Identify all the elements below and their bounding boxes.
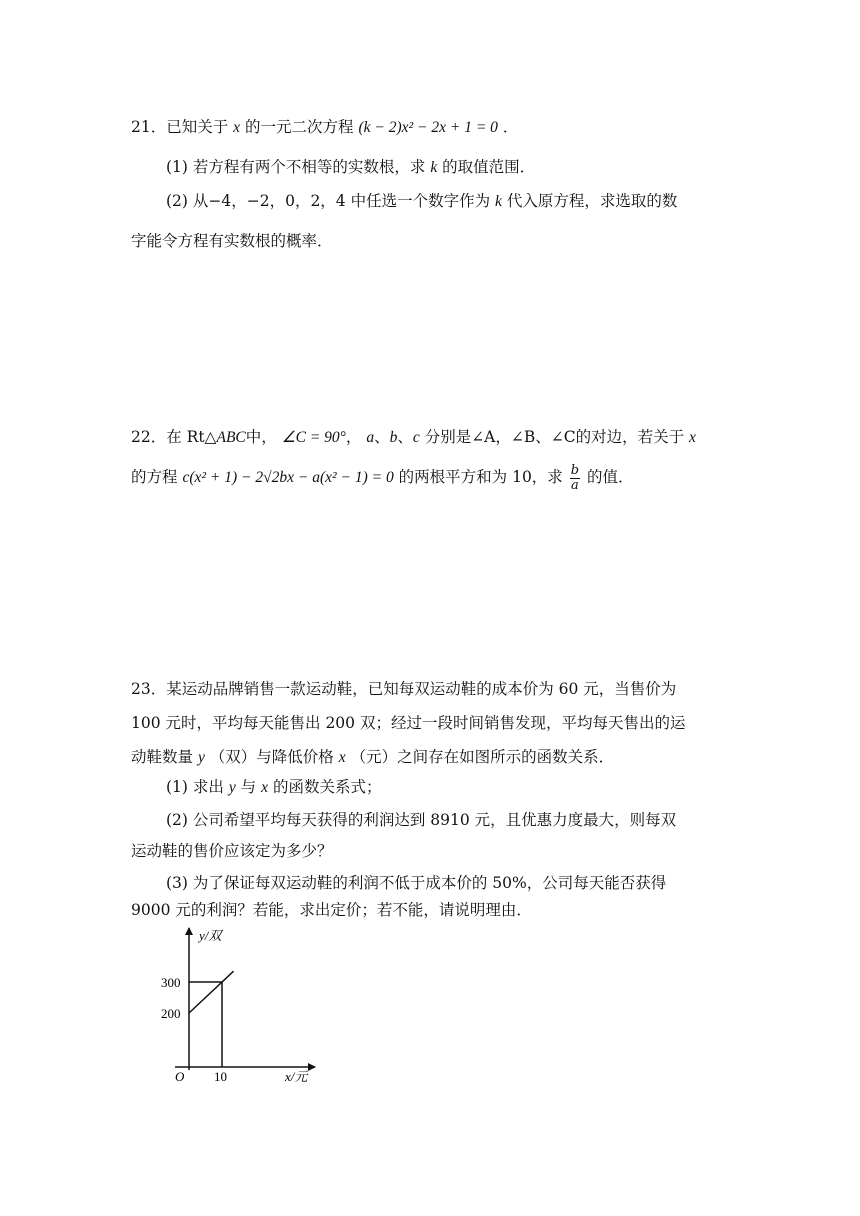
q22-fraction: $\frac{b}{a}$ [570,462,580,493]
x-axis-label: x/元 [285,1069,308,1084]
q23-part2-line1: (2) 公司希望平均每天获得的利润达到 8910 元，且优惠力度最大，则每双 [166,811,677,829]
q23-stem-line2: 100 元时，平均每天能售出 200 双；经过一段时间销售发现，平均每天售出的运 [131,714,686,732]
y-axis-label: y/双 [199,928,222,943]
q23-part3-line2: 9000 元的利润？若能，求出定价；若不能，请说明理由． [131,901,532,919]
q22-stem-line1: 22．在 Rt△ABC中， ∠C = 90°， a、b、c 分别是∠A，∠B、∠C的对边，若关于 x [131,428,696,446]
q21-equation: (k − 2)x² − 2x + 1 = 0 [358,119,498,136]
q21-stem: 21．已知关于 x 的一元二次方程 (k − 2)x² − 2x + 1 = 0 ． [131,118,519,136]
y-tick-label: 200 [161,1006,181,1021]
q23-stem-line3: 动鞋数量 y （双）与降低价格 x （元）之间存在如图所示的函数关系． [131,748,615,766]
series-line [189,971,234,1013]
x-tick-label: 10 [214,1069,227,1084]
q22-stem-line2: 的方程 c(x² + 1) − 2√2bx − a(x² − 1) = 0 的两根平方和为 10，求 $\frac{b}{a}$ 的值． [131,462,634,493]
q23-part2-line2: 运动鞋的售价应该定为多少？ [131,842,333,860]
q23-part3-line1: (3) 为了保证每双运动鞋的利润不低于成本价的 50%，公司每天能否获得 [166,874,667,892]
q22-angle: ∠C = 90° [281,429,346,446]
q23-stem-line1: 23．某运动品牌销售一款运动鞋，已知每双运动鞋的成本价为 60 元，当售价为 [131,680,677,698]
q23-part1: (1) 求出 y 与 x 的函数关系式； [166,778,382,796]
q21-part2-cont: 字能令方程有实数根的概率． [131,232,333,250]
q22-equation: c(x² + 1) − 2√2bx − a(x² − 1) = 0 [182,469,394,486]
function-graph [155,920,335,1090]
origin-label: O [175,1069,185,1084]
y-tick-label: 300 [161,975,181,990]
q21-part1: (1) 若方程有两个不相等的实数根，求 k 的取值范围． [166,158,536,176]
q21-part2: (2) 从−4，−2，0，2，4 中任选一个数字作为 k 代入原方程，求选取的数 [166,192,678,210]
